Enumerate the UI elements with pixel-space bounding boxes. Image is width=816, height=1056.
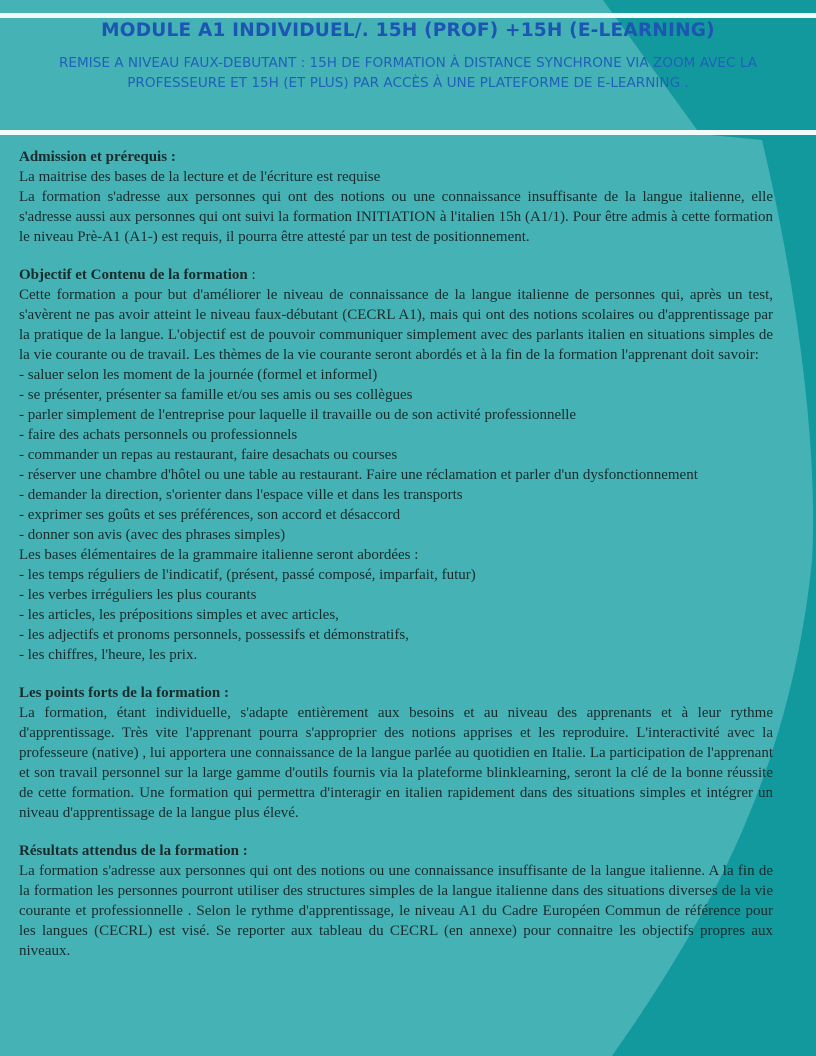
list-item: - parler simplement de l'entreprise pour laquelle il travaille ou de son activité professionnelle [19,407,577,423]
header [0,18,816,93]
list-item: - réserver une chambre d'hôtel ou une table au restaurant. Faire une réclamation et parler d'un dysfonctionnement [19,467,698,483]
section-heading-row [19,265,773,285]
list-item: - demander la direction, s'orienter dans l'espace ville et dans les transports [19,487,463,503]
list-item: - les chiffres, l'heure, les prix. [19,647,198,663]
list-item: - les articles, les prépositions simples et avec articles, [19,607,339,623]
section-resultats [19,841,773,961]
header-divider [0,130,816,135]
paragraph: La formation s'adresse aux personnes qui ont des notions ou une connaissance insuffisante de la langue italienne. A la fin de la formation les personnes pourront utiliser des structures simples de la langue italienne dans des situations diverses de la vie courante et professionnelle . Selon le rythme d'apprentissage, le niveau A1 du Cadre Européen Commun de référence pour les langues (CECRL) est visé. Se reporter aux tableau du CECRL (en annexe) pour connaitre les objectifs propres aux niveaux. [19,863,773,959]
section-heading: Résultats attendus de la formation : [19,843,248,859]
list-item: - les verbes irréguliers les plus courants [19,587,257,603]
list-item: - commander un repas au restaurant, faire desachats ou courses [19,447,398,463]
section-heading: Admission et prérequis : [19,149,176,165]
grammar-intro: Les bases élémentaires de la grammaire italienne seront abordées : [19,547,419,563]
page-subtitle: REMISE A NIVEAU FAUX-DEBUTANT : 15H DE FORMATION À DISTANCE SYNCHRONE VIA ZOOM AVEC LA PROFESSEURE ET 15H (ET PLUS) PAR ACCÈS À UNE PLATEFORME DE E-LEARNING . [58,55,758,91]
paragraph: Cette formation a pour but d'améliorer le niveau de connaissance de la langue italienne de personnes qui, après un test, s'avèrent ne pas avoir atteint le niveau faux-débutant (CECRL A1), mais qui ont des notions scolaires ou d'apprentissage par la pratique de la langue. L'objectif est de pouvoir communiquer simplement avec des parlants italien en situations simples de la vie courante ou de travail. Les thèmes de la vie courante seront abordés et à la fin de la formation l'apprenant doit savoir: [19,287,773,363]
list-item: - les adjectifs et pronoms personnels, possessifs et démonstratifs, [19,627,409,643]
list-item: - donner son avis (avec des phrases simples) [19,527,286,543]
section-admission [19,147,773,247]
section-heading: Objectif et Contenu de la formation [19,267,248,283]
page-title: MODULE A1 INDIVIDUEL/. 15H (PROF) +15H (E-LEARNING) [101,20,715,41]
heading-suffix: : [247,267,256,283]
paragraph: La formation, étant individuelle, s'adapte entièrement aux besoins et au niveau des apprenants et à leur rythme d'apprentissage. Très vite l'apprenant pourra s'approprier des notions apprises et les reproduire. L'interactivité avec la professeure (native) , lui apportera une connaissance de la langue parlée au quotidien en Italie. La participation de l'apprenant et son travail personnel sur la large gamme d'outils fournis via la plateforme blinklearning, seront la clé de la bonne réussite de cette formation. Une formation qui permettra d'interagir en italien rapidement dans des situations simples et intégrer un niveau d'apprentissage de la langue plus élevé. [19,705,773,821]
document-body [19,147,773,979]
section-heading: Les points forts de la formation : [19,685,229,701]
paragraph: La formation s'adresse aux personnes qui ont des notions ou une connaissance insuffisante de la langue italienne, elle s'adresse aussi aux personnes qui ont suivi la formation INITIATION à l'italien 15h (A1/1). Pour être admis à cette formation le niveau Prè-A1 (A1-) est requis, il pourra être attesté par un test de positionnement. [19,189,773,245]
text-line: La maitrise des bases de la lecture et de l'écriture est requise [19,169,381,185]
list-item: - exprimer ses goûts et ses préférences, son accord et désaccord [19,507,401,523]
section-objectif [19,265,773,665]
list-item: - se présenter, présenter sa famille et/ou ses amis ou ses collègues [19,387,413,403]
section-points-forts [19,683,773,823]
list-item: - saluer selon les moment de la journée (formel et informel) [19,367,378,383]
list-item: - faire des achats personnels ou professionnels [19,427,298,443]
list-item: - les temps réguliers de l'indicatif, (présent, passé composé, imparfait, futur) [19,567,476,583]
